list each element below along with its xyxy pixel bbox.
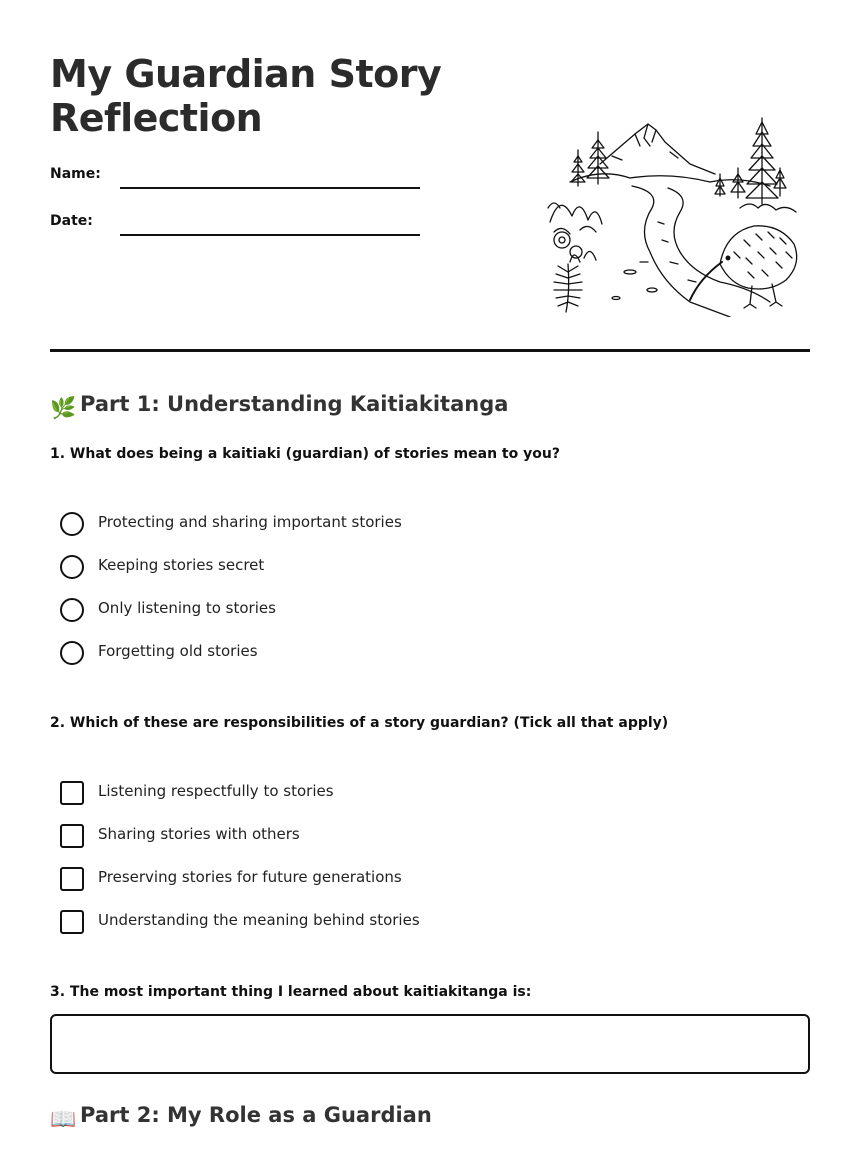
- checkbox[interactable]: [60, 910, 84, 934]
- checkbox[interactable]: [60, 781, 84, 805]
- checkbox-option[interactable]: [60, 824, 660, 867]
- radio-option-label: Forgetting old stories: [98, 642, 258, 660]
- book-icon: 📖: [50, 1107, 77, 1131]
- part2-heading: [50, 1101, 432, 1133]
- checkbox-option-label: Understanding the meaning behind stories: [98, 911, 420, 929]
- radio-button[interactable]: [60, 641, 84, 665]
- worksheet-page: [50, 0, 810, 1161]
- radio-option-label: Keeping stories secret: [98, 556, 265, 574]
- part2-heading-text: Part 2: My Role as a Guardian: [80, 1103, 432, 1127]
- question-2-options: [60, 781, 660, 953]
- checkbox-option-label: Listening respectfully to stories: [98, 782, 334, 800]
- question-3-answer-box[interactable]: [50, 1014, 810, 1074]
- checkbox[interactable]: [60, 867, 84, 891]
- checkbox-option[interactable]: [60, 781, 660, 824]
- page-title: My Guardian Story Reflection: [50, 52, 442, 140]
- radio-button[interactable]: [60, 598, 84, 622]
- name-input-line[interactable]: [120, 187, 420, 189]
- radio-option[interactable]: [60, 512, 660, 555]
- name-field-row: [50, 160, 420, 190]
- header-divider: [50, 349, 810, 352]
- leaf-icon: 🌿: [50, 396, 77, 420]
- question-1: 1. What does being a kaitiaki (guardian) of stories mean to you?: [50, 446, 560, 462]
- question-2: 2. Which of these are responsibilities of a story guardian? (Tick all that apply): [50, 715, 669, 731]
- date-field-row: [50, 207, 420, 237]
- radio-option[interactable]: [60, 598, 660, 641]
- checkbox[interactable]: [60, 824, 84, 848]
- date-label: Date:: [50, 213, 93, 229]
- question-3: 3. The most important thing I learned about kaitiakitanga is:: [50, 984, 532, 1000]
- part1-heading: [50, 390, 508, 422]
- radio-option[interactable]: [60, 555, 660, 598]
- checkbox-option[interactable]: [60, 910, 660, 953]
- kiwi-landscape-illustration: [540, 112, 800, 317]
- checkbox-option-label: Sharing stories with others: [98, 825, 300, 843]
- part1-heading-text: Part 1: Understanding Kaitiakitanga: [80, 392, 509, 416]
- radio-option[interactable]: [60, 641, 660, 684]
- name-label: Name:: [50, 166, 101, 182]
- radio-button[interactable]: [60, 555, 84, 579]
- question-1-options: [60, 512, 660, 684]
- radio-button[interactable]: [60, 512, 84, 536]
- radio-option-label: Only listening to stories: [98, 599, 276, 617]
- radio-option-label: Protecting and sharing important stories: [98, 513, 402, 531]
- checkbox-option-label: Preserving stories for future generations: [98, 868, 402, 886]
- date-input-line[interactable]: [120, 234, 420, 236]
- checkbox-option[interactable]: [60, 867, 660, 910]
